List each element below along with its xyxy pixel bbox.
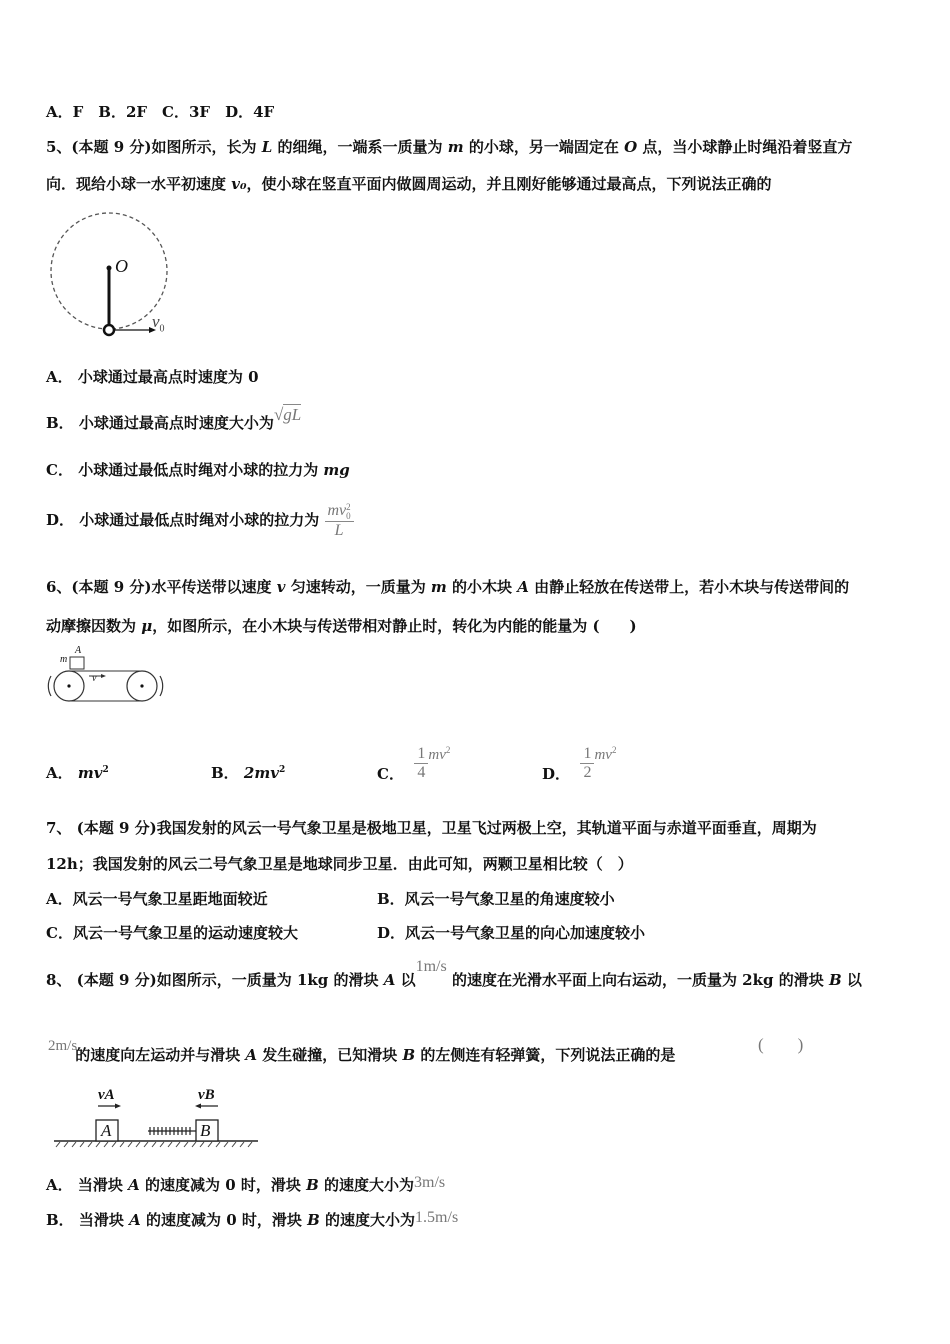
q6-option-a: A． $mv^2$: [46, 764, 109, 782]
q8-option-b: B． 当滑块 A 的速度减为 0 时，滑块 B 的速度大小为1.5m/s: [46, 1209, 459, 1229]
q7-stem-line2: 12h；我国发射的风云二号气象卫星是地球同步卫星．由此可知，两颗卫星相比较（ ）: [46, 855, 633, 873]
block-a-label: A: [101, 1121, 112, 1140]
label-vb: vB: [198, 1087, 215, 1103]
sqrt-expression: √gL: [273, 405, 302, 424]
q8-stem-line1: 8、 (本题 9 分)如图所示，一质量为 1kg 的滑块 A 以1m/s 的速度在光滑水平面上向右运动，一质量为 2kg 的滑块 B 以: [46, 958, 862, 989]
velocity-a-value: 1m/s: [415, 958, 447, 975]
q8-option-a: A． 当滑块 A 的速度减为 0 时，滑块 B 的速度大小为3m/s: [46, 1174, 446, 1194]
q7-option-a: A．风云一号气象卫星距地面较近: [46, 890, 268, 908]
q5-stem-line1: 5、(本题 9 分)如图所示，长为 L 的细绳，一端系一质量为 m 的小球，另一端固定在 O 点，当小球静止时绳沿着竖直方: [46, 138, 853, 156]
velocity-label-v0: $v_0$: [152, 312, 165, 335]
q5-option-a: A． 小球通过最高点时速度为 0: [46, 368, 259, 386]
q7-stem-line1: 7、 (本题 9 分)我国发射的风云一号气象卫星是极地卫星，卫星飞过两极上空，其轨道平面与赤道平面垂直，周期为: [46, 819, 817, 837]
velocity-label-v: v: [92, 673, 97, 684]
pivot-point: [107, 266, 112, 271]
q8-collision-figure: [50, 1085, 262, 1153]
fraction-one-quarter: $\frac{1}{4}$: [414, 745, 428, 782]
fraction-mv0-squared-over-l: mv 2 0 L: [325, 502, 354, 539]
q4-options: A．F B．2F C．3F D．4F: [46, 103, 275, 121]
q6-stem-line1: 6、(本题 9 分)水平传送带以速度 v 匀速转动，一质量为 m 的小木块 A 由静止轻放在传送带上，若小木块与传送带间的: [46, 578, 850, 596]
block-b-label: B: [200, 1121, 211, 1140]
rotation-arrow-right-icon: [160, 676, 163, 696]
velocity-b-value: 2m/s: [48, 1038, 78, 1054]
wood-block: [70, 657, 84, 669]
q7-option-d: D．风云一号气象卫星的向心加速度较小: [377, 924, 646, 942]
q5-option-d: D． 小球通过最低点时绳对小球的拉力为 mv 2 0 L: [46, 500, 354, 540]
pivot-label-o: O: [115, 256, 128, 276]
q6-option-d: D． $\frac{1}{2}$ $mv^2$: [542, 744, 617, 783]
q6-option-b: B． $2mv^2$: [211, 764, 286, 782]
spring-icon: [148, 1127, 196, 1135]
rotation-arrow-left-icon: [48, 676, 51, 696]
label-va: vA: [98, 1087, 115, 1103]
q7-option-c: C．风云一号气象卫星的运动速度较大: [46, 924, 298, 942]
q5-option-b: B． 小球通过最高点时速度大小为√gL: [46, 405, 302, 432]
q5-option-c: C． 小球通过最低点时绳对小球的拉力为 mg: [46, 461, 350, 479]
mass-label-m: m: [60, 654, 68, 665]
q5-stem-line2: 向．现给小球一水平初速度 v₀，使小球在竖直平面内做圆周运动，并且刚好能够通过最高点，下列说法正确的: [46, 175, 772, 193]
answer-paren: ( ): [758, 1035, 804, 1054]
q6-option-c: C． $\frac{1}{4}$ $mv^2$: [377, 744, 451, 783]
q6-stem-line2: 动摩擦因数为 μ，如图所示，在小木块与传送带相对静止时，转化为内能的能量为 ( ): [46, 617, 637, 635]
q7-option-b: B．风云一号气象卫星的角速度较小: [377, 890, 615, 908]
ball: [104, 325, 114, 335]
block-label-a: A: [75, 645, 82, 656]
q8-stem-line2: 2m/s的速度向左运动并与滑块 A 发生碰撞，已知滑块 B 的左侧连有轻弹簧，下列说法正确的是: [48, 1038, 676, 1064]
fraction-one-half: $\frac{1}{2}$: [580, 745, 594, 782]
